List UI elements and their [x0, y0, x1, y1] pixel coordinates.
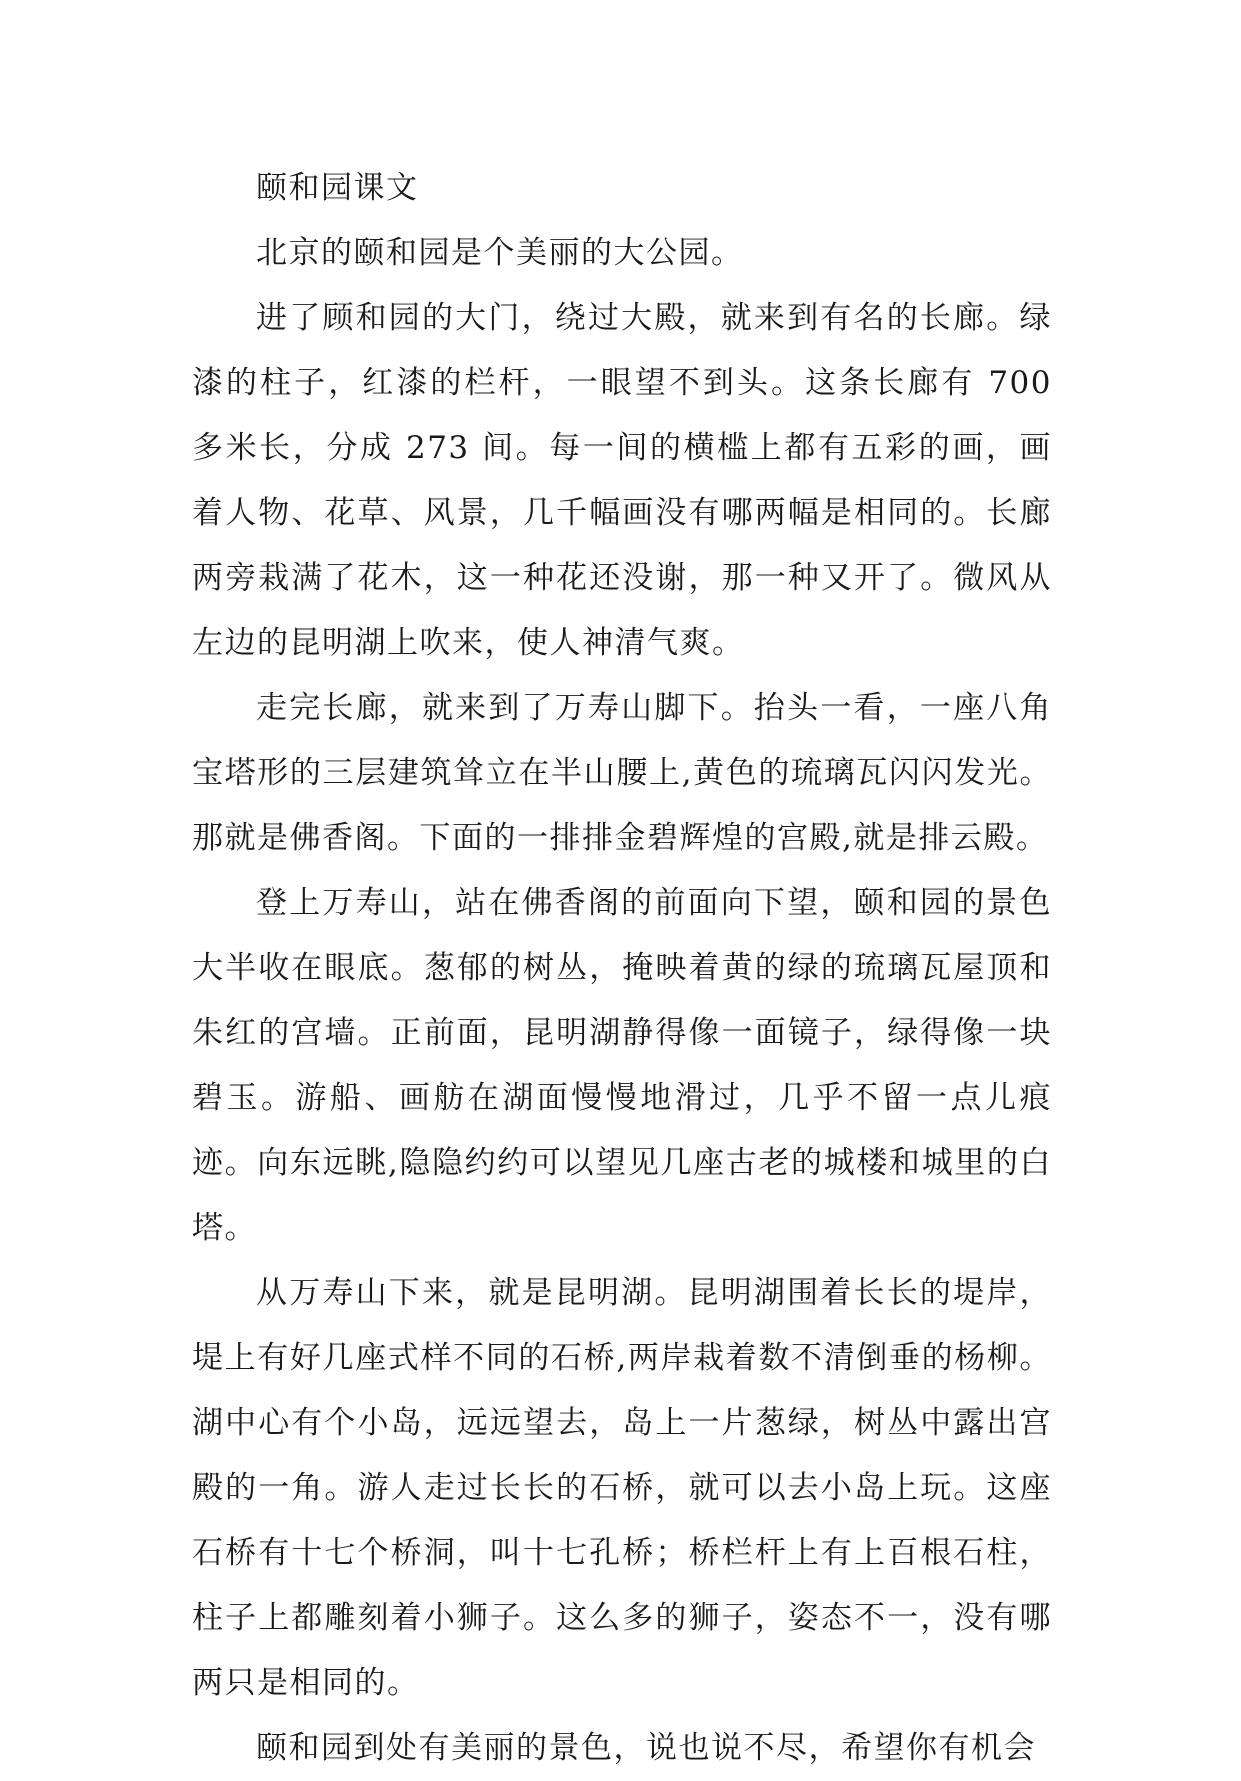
document-title: 颐和园课文 [256, 170, 419, 206]
document-body [192, 156, 1052, 1781]
paragraph: 进了顾和园的大门，绕过大殿，就来到有名的长廊。绿漆的柱子，红漆的栏杆，一眼望不到头。这条长廊有 700 多米长，分成 273 间。每一间的横槛上都有五彩的画，画着人物、花草、风景，几千幅画没有哪两幅是相同的。长廊两旁栽满了花木，这一种花还没谢，那一种又开了。微风从左边的昆明湖上吹来，使人神清气爽。 [192, 300, 1052, 661]
paragraph: 登上万寿山，站在佛香阁的前面向下望，颐和园的景色大半收在眼底。葱郁的树丛，掩映着黄的绿的琉璃瓦屋顶和朱红的宫墙。正前面，昆明湖静得像一面镜子，绿得像一块碧玉。游船、画舫在湖面慢慢地滑过，几乎不留一点儿痕迹。向东远眺,隐隐约约可以望见几座古老的城楼和城里的白塔。 [192, 885, 1052, 1246]
paragraph: 走完长廊，就来到了万寿山脚下。抬头一看，一座八角宝塔形的三层建筑耸立在半山腰上,黄色的琉璃瓦闪闪发光。那就是佛香阁。下面的一排排金碧辉煌的宫殿,就是排云殿。 [192, 690, 1052, 856]
paragraph: 颐和园到处有美丽的景色，说也说不尽，希望你有机会 [256, 1730, 1036, 1766]
paragraph: 从万寿山下来，就是昆明湖。昆明湖围着长长的堤岸，堤上有好几座式样不同的石桥,两岸栽着数不清倒垂的杨柳。湖中心有个小岛，远远望去，岛上一片葱绿，树丛中露出宫殿的一角。游人走过长长的石桥，就可以去小岛上玩。这座石桥有十七个桥洞，叫十七孔桥；桥栏杆上有上百根石柱，柱子上都雕刻着小狮子。这么多的狮子，姿态不一，没有哪两只是相同的。 [192, 1275, 1052, 1701]
paragraph: 北京的颐和园是个美丽的大公园。 [256, 235, 744, 271]
